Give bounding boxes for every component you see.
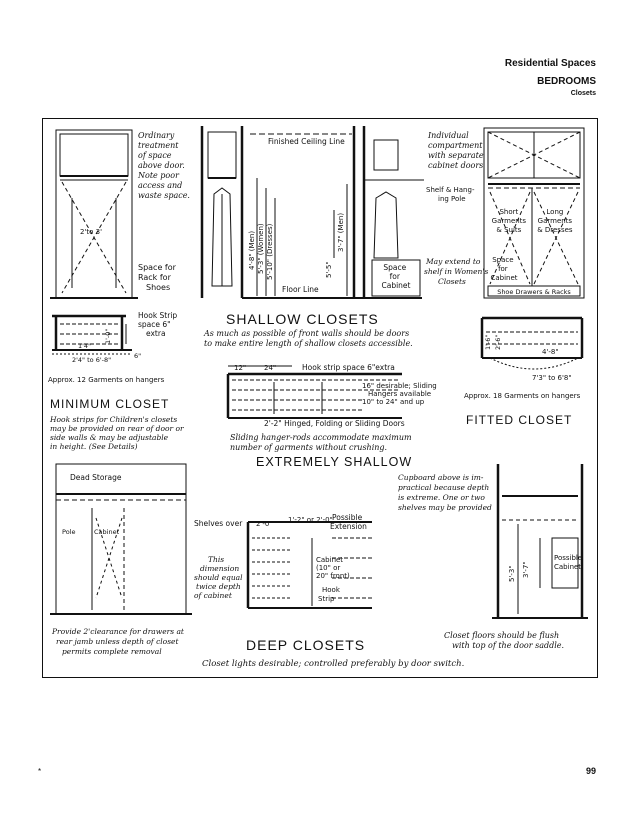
dim-men-2: 3'-7" (Men) [337,212,345,252]
floor-line-label: Floor Line [282,285,319,294]
cupboard-note-line: Cupboard above is im- [398,473,484,482]
rack-label-line: Shoes [146,283,171,292]
floor-note-line: Closet floors should be flush [444,631,560,640]
possible-cabinet-line: Possible [554,554,583,562]
compartment-note-line: Individual [428,131,469,140]
shoe-drawers-label: Shoe Drawers & Racks [497,288,571,296]
min-note-line: may be provided on rear of door or [50,424,184,433]
hook-strip-line: extra [146,329,166,338]
deep-dim-a: 2'-0" [256,520,273,528]
ordinary-note-line: Note poor [138,171,179,180]
shelf-label-line: Shelf & Hang- [426,186,475,194]
dim-dresses: 5'-10" (Dresses) [266,223,274,280]
svg-text:Space for Cabinet [382,263,411,290]
svg-text:Ordinary treatment of [137,131,190,200]
dim-note-line: This [208,555,225,564]
extend-note-line: May extend to [426,257,481,266]
ordinary-closet-elevation [50,130,138,298]
svg-text:As much as possible of front w [203,329,413,348]
cupboard-note-line: practical because depth [398,483,490,492]
svg-text:16" desirable; Sliding Han [362,382,439,406]
svg-text:Space for Rack for Sho [138,263,178,292]
minimum-closet-title: MINIMUM CLOSET [50,397,170,411]
dim-note-line: dimension [200,564,240,573]
cupboard-note-line: shelves may be provided [398,503,492,512]
fitted-dim-a: 1'-6" [484,334,492,350]
page-heading: BEDROOMS [537,76,596,87]
minimum-closet-plan [52,316,132,354]
dim-women: 5'-3" (Women) [257,223,265,274]
closet-drawing-sheet [42,118,598,678]
ordinary-note-line: treatment [138,141,179,150]
deep-cabinet-line: Cabinet [316,556,344,564]
shallow-note-line: As much as possible of front walls should be doors [204,329,410,338]
fitted-dim-b: 2'-6" [494,334,502,350]
section-label: Residential Spaces [504,58,596,69]
extension-label-line: Extension [330,522,367,531]
hanger-note-line: Hangers available [368,390,432,398]
door-type-label: 2'-2" Hinged, Folding or Sliding Doors [264,419,405,428]
svg-text:Sliding hanger-rods accommodat [230,433,414,452]
deep-hook-line: Strip [318,595,335,603]
deep-cabinet-line: (10" or [316,564,341,572]
ordinary-note-line: waste space. [138,191,190,200]
extension-label-line: Possible [332,513,363,522]
ordinary-note-line: access and [138,181,183,190]
svg-text:Cabinet (10" or 20" fr [316,556,350,580]
min-dim-d: 6" [134,352,142,360]
fitted-closet-title: FITTED CLOSET [466,413,573,427]
ordinary-note-line: Ordinary [138,131,175,140]
compartment-note-line: compartment [428,141,483,150]
clearance-note-line: rear jamb unless depth of closet [56,637,179,646]
elev-dim-2: 3'-7" [522,561,530,578]
clearance-note-line: permits complete removal [62,647,162,656]
bottom-cabinet-label: Cabinet [94,528,120,536]
dim-note-line: should equal [194,573,243,582]
floor-note-line: with top of the door saddle. [452,641,565,650]
compartment-note-line: cabinet doors [428,161,484,170]
long-garments-line: & Dresses [537,226,573,234]
closing-note: Closet lights desirable; controlled preferably by door switch. [202,659,465,669]
cabinet-label-line: Cabinet [381,281,411,290]
long-garments-line: Garments [537,217,573,225]
cabinet-label-line: for [389,272,400,281]
deep-dim-b: 1'-2" or 2'-0" [288,516,333,524]
svg-text:This dimension should [194,555,245,600]
sliding-note-line: Sliding hanger-rods accommodate maximum [230,433,412,442]
rack-label-line: Rack for [138,273,171,282]
shelf-label-line: ing Pole [438,195,466,203]
min-note-line: side walls & may be adjustable [50,433,169,442]
fitted-dim-c: 7'3" to 6'8" [532,374,572,382]
svg-text:Short Garments & Suits [490,208,574,282]
space-cabinet-line: for [498,265,508,273]
shallow-hook-label: Hook strip space 6"extra [302,363,395,372]
sliding-note-line: number of garments without crushing. [230,443,388,452]
dim-12: 12" [234,364,247,372]
svg-text:May extend to shelf in Wom [424,257,491,286]
min-note-line: in height. (See Details) [50,442,138,451]
ordinary-note-line: above door. [138,161,185,170]
ordinary-width-label: 2'to 3' [80,228,103,236]
min-note-line: Hook strips for Children's closets [50,415,178,424]
svg-text:Provide 2'clearance for drawer [51,627,186,656]
hook-strip-line: space 6" [138,320,171,329]
dim-note-line: of cabinet [194,591,232,600]
svg-text:Possible Cabinet [554,554,584,571]
shelves-over-label: Shelves over [194,519,243,528]
shallow-note-line: to make entire length of shallow closets accessible. [204,339,413,348]
extend-note-line: shelf in Women's [424,267,489,276]
hanger-note-line: 10" to 24" and up [362,398,425,406]
page-number: 99 [585,766,596,776]
pole-label: Pole [62,528,76,536]
min-dim-c: 2'4" to 6'-8" [72,356,112,364]
elev-dim: 5'-3" [508,565,516,582]
hanger-note-line: 16" desirable; Sliding [362,382,437,390]
svg-text:Hook strips for Children's clo [49,415,186,451]
deep-cabinet-line: 20" front) [316,572,350,580]
page-subheading: Closets [570,90,596,97]
dead-storage-label: Dead Storage [70,473,122,482]
footer-mark: * [38,767,42,776]
rack-label-line: Space for [138,263,176,272]
dead-storage-elevation [50,464,192,614]
cabinet-label-line: Space [383,263,407,272]
extremely-shallow-title: EXTREMELY SHALLOW [256,455,413,469]
min-capacity: Approx. 12 Garments on hangers [48,376,165,384]
compartment-note-line: with separate [428,151,484,160]
svg-text:Shelf & Hang- ing Pole [426,186,477,203]
deep-hook-line: Hook [322,586,340,594]
fitted-capacity: Approx. 18 Garments on hangers [464,392,581,400]
dim-men: 4'-8" (Men) [248,230,256,270]
hook-strip-line: Hook Strip [138,311,178,320]
space-cabinet-line: Cabinet [490,274,518,282]
ordinary-note-line: of space [138,151,172,160]
ceiling-line-label: Finished Ceiling Line [268,137,345,146]
deep-closet-elevation [492,464,588,618]
cupboard-note-line: is extreme. One or two [398,493,485,502]
space-cabinet-line: Space [492,256,514,264]
svg-text:Hook Strip space 6" ex [138,311,180,338]
svg-text:Closet floors should be flush [444,631,564,650]
min-dim-a: 1'-0" [104,328,112,344]
svg-text:Individual compartment [427,131,486,170]
dim-total: 5'-5" [325,261,333,278]
short-garments-line: Garments [491,217,527,225]
long-garments-line: Long [546,208,564,216]
fitted-dim-width: 4'-8" [542,348,559,356]
svg-text:Cupboard above is im- prac [398,473,492,512]
clearance-note-line: Provide 2'clearance for drawers at [52,627,184,636]
deep-closet-plan [248,522,372,608]
possible-cabinet-line: Cabinet [554,563,582,571]
dim-24: 24" [264,364,277,372]
short-garments-line: Short [499,208,519,216]
deep-closets-title: DEEP CLOSETS [246,637,366,653]
short-garments-line: & Suits [496,226,522,234]
extend-note-line: Closets [438,277,466,286]
dim-note-line: twice depth [196,582,241,591]
svg-text:Hook Strip [318,586,342,603]
shallow-closets-title: SHALLOW CLOSETS [226,311,379,327]
min-dim-b: 1'4" [78,342,92,350]
